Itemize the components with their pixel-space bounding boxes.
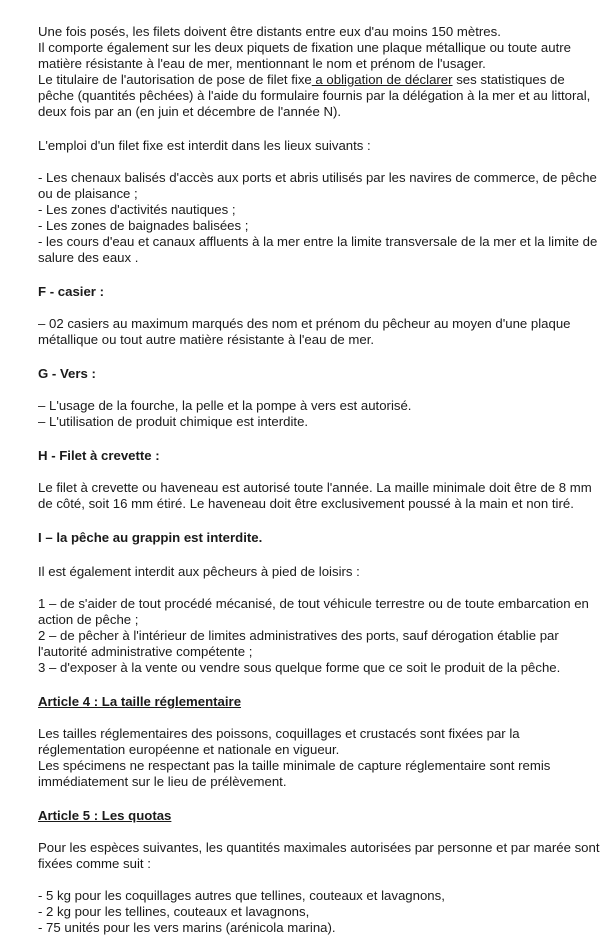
article5-intro-1: Pour les espèces suivantes, les quantités maximales autorisées par personne et par marée sont bbox=[38, 840, 600, 855]
article5-section bbox=[38, 808, 600, 936]
intro-line-5: pêche (quantités pêchées) à l'aide du formulaire fournis par la délégation à la mer et au littoral, bbox=[38, 88, 591, 103]
interdit-item: - Les zones d'activités nautiques ; bbox=[38, 202, 236, 217]
article5-intro-2: fixées comme suit : bbox=[38, 856, 151, 871]
article4-line: immédiatement sur le lieu de prélèvement. bbox=[38, 774, 287, 789]
loisirs-intro: Il est également interdit aux pêcheurs à pied de loisirs : bbox=[38, 564, 360, 579]
article5-title: Article 5 : Les quotas bbox=[38, 808, 172, 823]
crevette-line-2: de côté, soit 16 mm étiré. Le haveneau doit être exclusivement poussé à la main et non tiré. bbox=[38, 496, 574, 511]
casier-line-1: – 02 casiers au maximum marqués des nom et prénom du pêcheur au moyen d'une plaque bbox=[38, 316, 571, 331]
casier-heading: F - casier : bbox=[38, 284, 104, 299]
intro-line-6: deux fois par an (en juin et décembre de l'année N). bbox=[38, 104, 342, 119]
interdit-title: L'emploi d'un filet fixe est interdit dans les lieux suivants : bbox=[38, 138, 371, 153]
loisirs-line: 2 – de pêcher à l'intérieur de limites administratives des ports, sauf dérogation établie par bbox=[38, 628, 559, 643]
obligation-declarer-text: a obligation de déclarer bbox=[311, 72, 453, 87]
grappin-section bbox=[38, 530, 580, 546]
interdit-item: ou de plaisance ; bbox=[38, 186, 138, 201]
crevette-heading: H - Filet à crevette : bbox=[38, 448, 160, 463]
vers-line-1: – L'usage de la fourche, la pelle et la pompe à vers est autorisé. bbox=[38, 398, 412, 413]
interdit-item: - Les chenaux balisés d'accès aux ports et abris utilisés par les navires de commerce, de pêche bbox=[38, 170, 597, 185]
interdit-section bbox=[38, 138, 598, 266]
intro-line-4 bbox=[38, 72, 580, 88]
intro-line-1: Une fois posés, les filets doivent être distants entre eux d'au moins 150 mètres. bbox=[38, 24, 501, 39]
vers-section bbox=[38, 366, 580, 430]
article4-line: réglementation européenne et nationale en vigueur. bbox=[38, 742, 340, 757]
interdit-item: salure des eaux . bbox=[38, 250, 139, 265]
article4-line: Les tailles réglementaires des poissons, coquillages et crustacés sont fixées par la bbox=[38, 726, 520, 741]
loisirs-line: action de pêche ; bbox=[38, 612, 139, 627]
intro-line-2: Il comporte également sur les deux piquets de fixation une plaque métallique ou toute autre bbox=[38, 40, 571, 55]
grappin-heading: I – la pêche au grappin est interdite. bbox=[38, 530, 263, 545]
article4-title: Article 4 : La taille réglementaire bbox=[38, 694, 242, 709]
crevette-line-1: Le filet à crevette ou haveneau est autorisé toute l'année. La maille minimale doit être de 8 mm bbox=[38, 480, 592, 495]
loisirs-line: 3 – d'exposer à la vente ou vendre sous quelque forme que ce soit le produit de la pêche. bbox=[38, 660, 561, 675]
loisirs-line: l'autorité administrative compétente ; bbox=[38, 644, 253, 659]
quota-item: - 75 unités pour les vers marins (arénicola marina). bbox=[38, 920, 336, 935]
intro-line-4-end: ses statistiques de bbox=[452, 72, 565, 87]
loisirs-section bbox=[38, 564, 589, 676]
intro-line-4-start: Le titulaire de l'autorisation de pose de filet fixe bbox=[38, 72, 312, 87]
article4-line: Les spécimens ne respectant pas la taille minimale de capture réglementaire sont remis bbox=[38, 758, 551, 773]
loisirs-line: 1 – de s'aider de tout procédé mécanisé, de tout véhicule terrestre ou de toute embarcation en bbox=[38, 596, 589, 611]
casier-section bbox=[38, 284, 580, 348]
crevette-section bbox=[38, 448, 592, 512]
interdit-item: - les cours d'eau et canaux affluents à la mer entre la limite transversale de la mer et la limite de bbox=[38, 234, 598, 249]
vers-line-2: – L'utilisation de produit chimique est interdite. bbox=[38, 414, 309, 429]
casier-line-2: métallique ou tout autre matière résistante à l'eau de mer. bbox=[38, 332, 375, 347]
intro-section bbox=[38, 24, 591, 120]
document-page bbox=[38, 24, 600, 936]
interdit-item: - Les zones de baignades balisées ; bbox=[38, 218, 249, 233]
quota-item: - 5 kg pour les coquillages autres que tellines, couteaux et lavagnons, bbox=[38, 888, 445, 903]
quota-item: - 2 kg pour les tellines, couteaux et lavagnons, bbox=[38, 904, 310, 919]
article4-section bbox=[38, 694, 580, 790]
vers-heading: G - Vers : bbox=[38, 366, 96, 381]
intro-line-3: matière résistante à l'eau de mer, mentionnant le nom et prénom de l'usager. bbox=[38, 56, 486, 71]
